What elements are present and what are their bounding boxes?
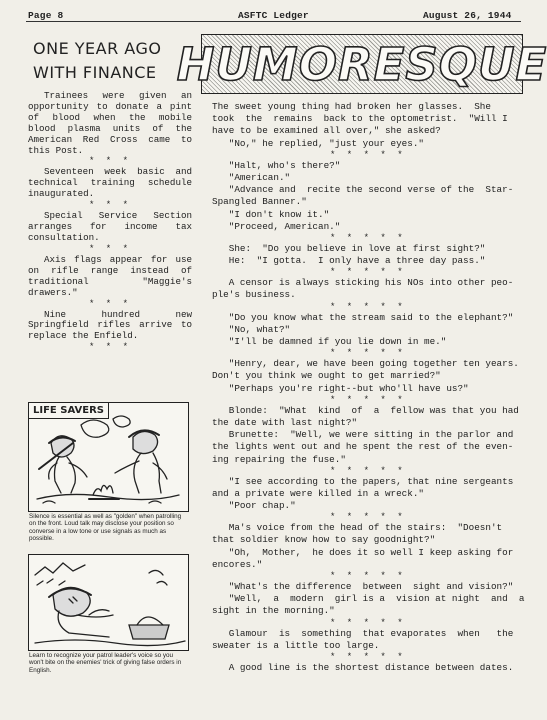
joke-line: "Do you know what the stream said to the elephant?"	[212, 311, 514, 323]
joke-line: "Oh, Mother, he does it so well I keep asking for	[212, 546, 514, 558]
jokes-column	[212, 101, 523, 674]
joke-line: A censor is always sticking his NOs into other peo-	[212, 277, 514, 289]
column-title-line1: ONE YEAR AGO	[33, 39, 162, 58]
page-number: Page 8	[28, 10, 64, 21]
separator-stars: * * *	[88, 298, 131, 309]
joke-line: sweater is a little too large.	[212, 639, 380, 651]
joke-line: Brunette: "Well, we were sitting in the parlor and	[212, 429, 514, 441]
separator-stars: * * * * *	[330, 617, 406, 628]
cartoon-panel-bottom	[28, 554, 189, 651]
joke-line: Ma's voice from the head of the stairs: "Doesn't	[212, 522, 503, 534]
news-item: Nine hundred new Springfield rifles arrive to replace the Enfield.	[28, 308, 192, 342]
joke-line: have to be examined all over," she asked?	[212, 125, 441, 137]
separator-stars: * * *	[88, 156, 131, 167]
cartoon-title: LIFE SAVERS	[29, 403, 109, 419]
joke-line: "No, what?"	[212, 323, 291, 335]
banner-title: HUMORESQUE	[176, 37, 547, 91]
joke-line: "No," he replied, "just your eyes."	[212, 137, 425, 149]
joke-line: ple's business.	[212, 289, 296, 301]
joke-line: the lights went out and he spent the rest of the even-	[212, 441, 514, 453]
soldiers-talking-illustration	[29, 403, 188, 511]
joke-line: "Well, a modern girl is a vision at night and a	[212, 593, 525, 605]
joke-line: the date with last night?"	[212, 416, 358, 428]
separator-stars: * * * * *	[330, 348, 406, 359]
separator-stars: * * * * *	[330, 465, 406, 476]
joke-line: that soldier know how to say goodnight?"	[212, 534, 436, 546]
joke-line: "What's the difference between sight and vision?"	[212, 581, 514, 592]
separator-stars: * * *	[88, 200, 131, 211]
separator-stars: * * *	[88, 342, 131, 353]
humoresque-banner	[176, 34, 547, 94]
cartoon-caption-top: Silence is essential as well as "golden" when patrolling on the front. Loud talk may disclose your position so converse in a low tone or use signals as much as possible.	[29, 513, 182, 542]
separator-stars: * * * * *	[330, 149, 406, 160]
one-year-ago-column	[28, 24, 192, 353]
separator-stars: * * * * *	[330, 512, 406, 523]
joke-line: "American."	[212, 171, 291, 183]
news-item: Axis flags appear for use on rifle range instead of traditional "Maggie's drawers."	[28, 253, 192, 298]
news-item: Special Service Section arranges for income tax consultation.	[28, 210, 192, 243]
soldier-listening-illustration	[29, 555, 188, 650]
separator-stars: * * * * *	[330, 232, 406, 243]
joke-line: "I see according to the papers, that nine sergeants	[212, 475, 514, 487]
joke-line: "Proceed, American."	[212, 220, 341, 232]
joke-line: encores."	[212, 558, 263, 570]
joke-line: and a private were killed in a wreck."	[212, 487, 425, 499]
life-savers-cartoon	[28, 402, 189, 686]
joke-line: Blonde: "What kind of a fellow was that you had	[212, 404, 519, 416]
joke-line: sight in the morning."	[212, 605, 335, 617]
joke-line: "I'll be damned if you lie down in me."	[212, 336, 447, 347]
joke-line: "I don't know it."	[212, 208, 330, 220]
column-title	[33, 37, 192, 85]
joke-line: Don't you think we ought to get married?"	[212, 370, 441, 382]
cartoon-panel-top	[28, 402, 189, 512]
separator-stars: * * * * *	[330, 301, 406, 312]
news-item: Seventeen week basic and technical training schedule inaugurated.	[28, 166, 192, 200]
joke-line: "Perhaps you're right--but who'll have us?"	[212, 382, 469, 394]
separator-stars: * * * * *	[330, 651, 406, 662]
header-rule	[26, 21, 521, 22]
joke-line: took the remains back to the optometrist. "Will I	[212, 113, 508, 125]
issue-date: August 26, 1944	[423, 10, 512, 21]
publication-name: ASFTC Ledger	[238, 10, 309, 21]
cartoon-caption-bottom: Learn to recognize your patrol leader's voice so you won't bite on the enemies' trick of giving false orders in English.	[29, 652, 182, 674]
joke-line: ing repairing the fuse."	[212, 453, 346, 465]
separator-stars: * * * * *	[330, 571, 406, 581]
joke-line: "Halt, who's there?"	[212, 159, 341, 171]
separator-stars: * * * * *	[330, 267, 406, 278]
joke-line: Glamour is something that evaporates when the	[212, 627, 514, 639]
joke-line: He: "I gotta. I only have a three day pass."	[212, 255, 486, 267]
joke-line: "Advance and recite the second verse of the Star-	[212, 184, 514, 196]
joke-line: She: "Do you believe in love at first sight?"	[212, 242, 486, 254]
joke-line: "Poor chap."	[212, 500, 296, 512]
news-item: Trainees were given an opportunity to donate a pint of blood when the mobile blood plasma units of the American Red Cross came to this Post.	[28, 90, 192, 156]
separator-stars: * * *	[88, 243, 131, 254]
joke-line: "Henry, dear, we have been going together ten years.	[212, 358, 519, 370]
joke-line: A good line is the shortest distance between dates.	[212, 661, 514, 673]
column-title-line2: WITH FINANCE	[33, 63, 157, 82]
joke-line: The sweet young thing had broken her glasses. She	[212, 101, 491, 112]
joke-line: Spangled Banner."	[212, 196, 307, 208]
separator-stars: * * * * *	[330, 394, 406, 405]
